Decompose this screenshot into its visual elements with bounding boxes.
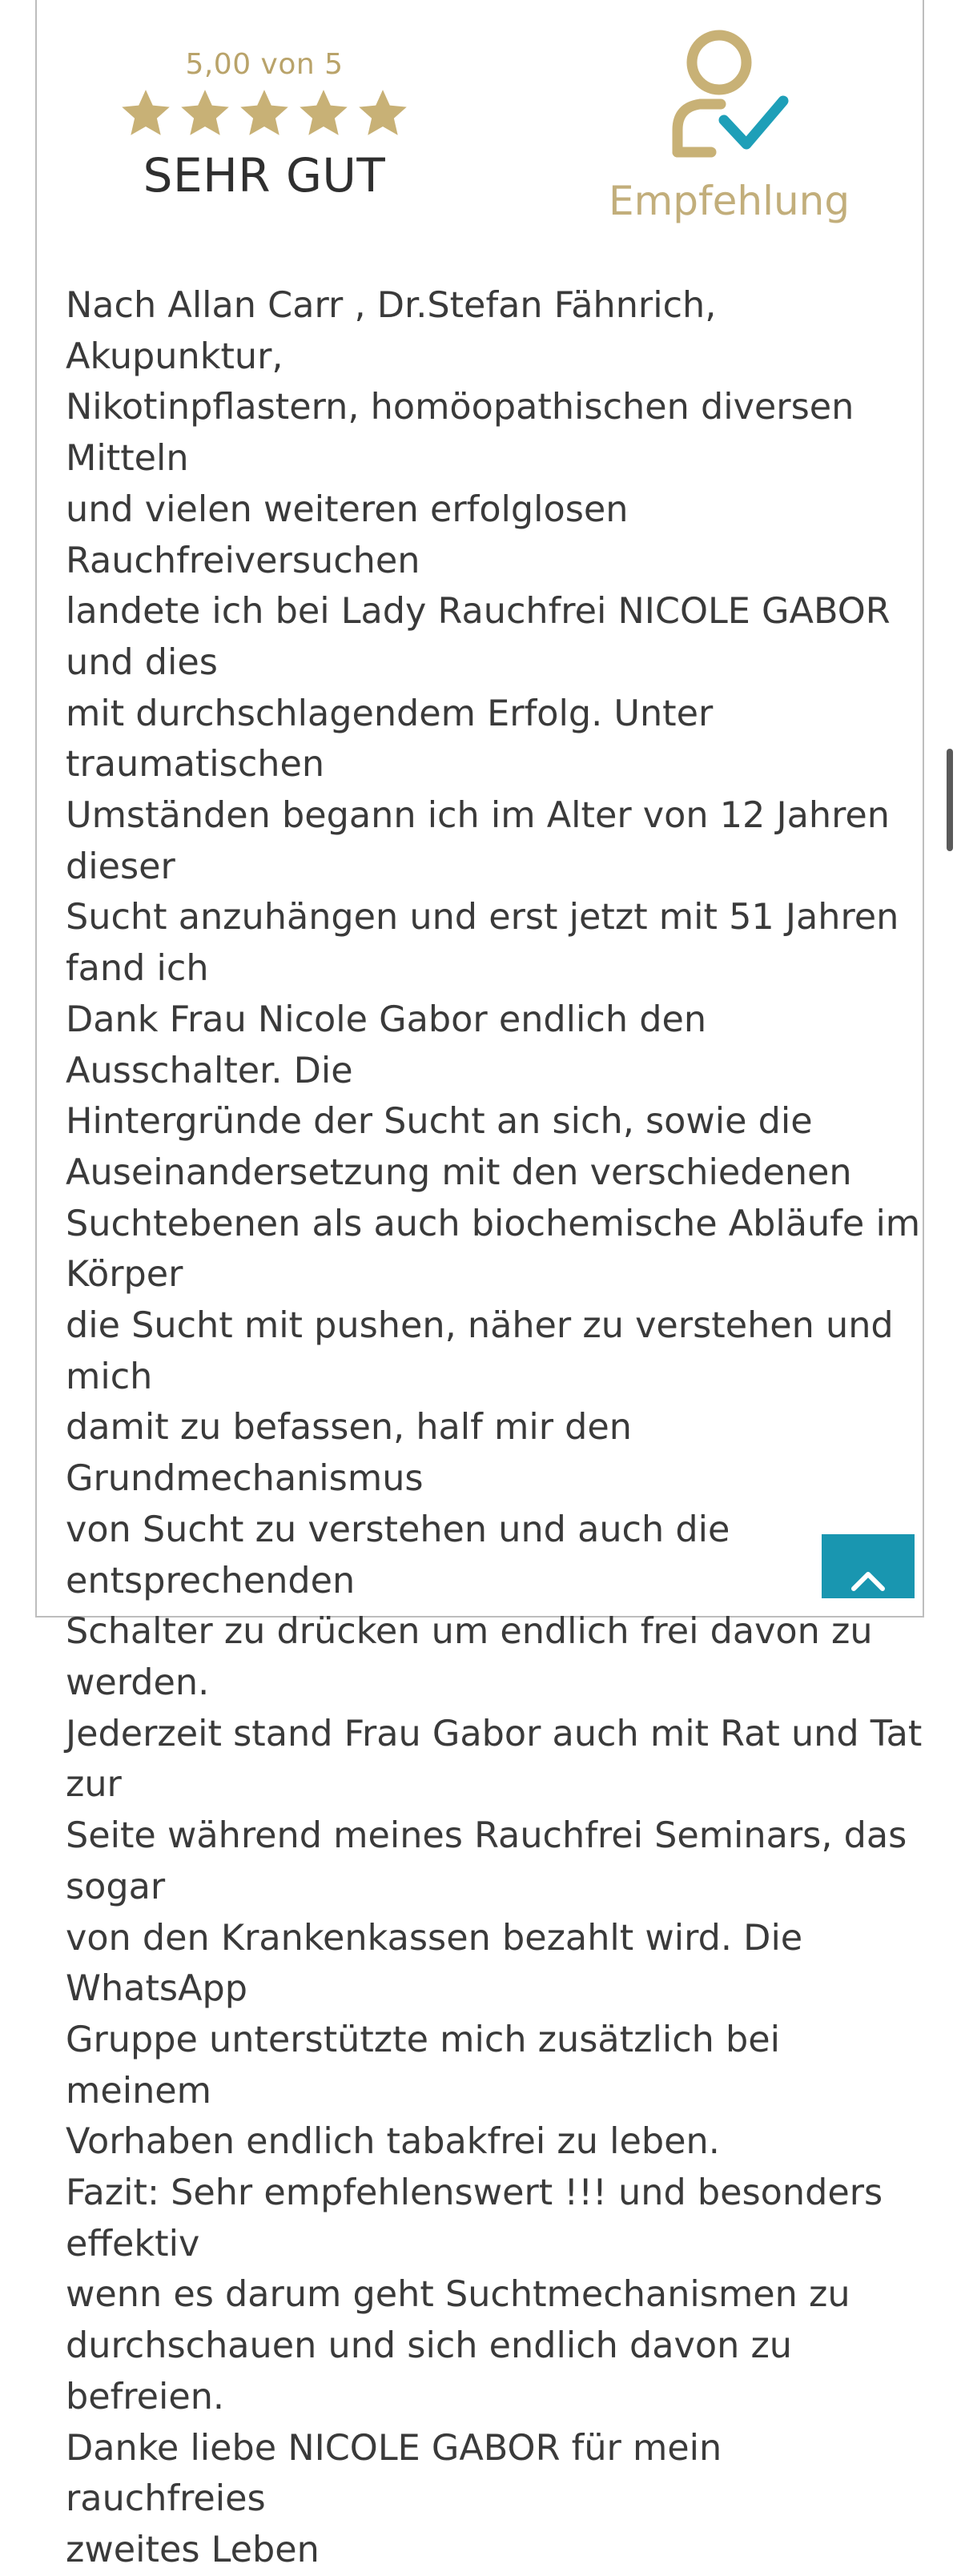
star-icon [237,86,292,140]
star-icon [119,86,173,140]
rating-label: SEHR GUT [143,148,386,203]
scrollbar-thumb[interactable] [947,749,953,851]
star-icon [178,86,232,140]
star-rating [120,86,408,142]
review-text: Nach Allan Carr , Dr.Stefan Fähnrich, Akupunktur, Nikotinpflastern, homöopathischen diversen Mitteln und vielen weiteren erfolglosen Rauchfreiversuchen landete ich bei Lady Rauchfrei NICOLE GABOR und dies mit durchschlagendem Erfolg. Unter traumatischen Umständen begann ich im Alter von 12 Jahren dieser Sucht anzuhängen und erst jetzt mit 51 Jahren fand ich Dank Frau Nicole Gabor endlich den Ausschalter. Die Hintergründe der Sucht an sich, sowie die Auseinandersetzung mit den verschiedenen Suchtebenen als auch biochemische Abläufe im Körper die Sucht mit pushen, näher zu verstehen und mich damit zu befassen, half mir den Grundmechanismus von Sucht zu verstehen und auch die entsprechenden Schalter zu drücken um endlich frei davon zu werden. Jederzeit stand Frau Gabor auch mit Rat und Tat zur Seite während meines Rauchfrei Seminars, das sogar von den Krankenkassen bezahlt wird. Die WhatsApp Gruppe unterstützte mich zusätzlich bei meinem Vorhaben endlich tabakfrei zu leben. Fazit: Sehr empfehlenswert !!! und besonders effektiv wenn es darum geht Suchtmechanismen zu durchschauen und sich endlich davon zu befreien. Danke liebe NICOLE GABOR für mein rauchfreies zweites Leben [66,285,923,2570]
recommendation-badge [609,24,849,224]
rating-value: 5,00 von 5 [185,48,344,81]
recommendation-label: Empfehlung [609,178,850,224]
star-icon [296,86,351,140]
rating-summary [120,48,408,203]
star-icon [356,86,410,140]
back-to-top-button[interactable] [822,1534,915,1598]
chevron-up-icon [849,1568,887,1592]
user-check-icon [665,24,793,160]
